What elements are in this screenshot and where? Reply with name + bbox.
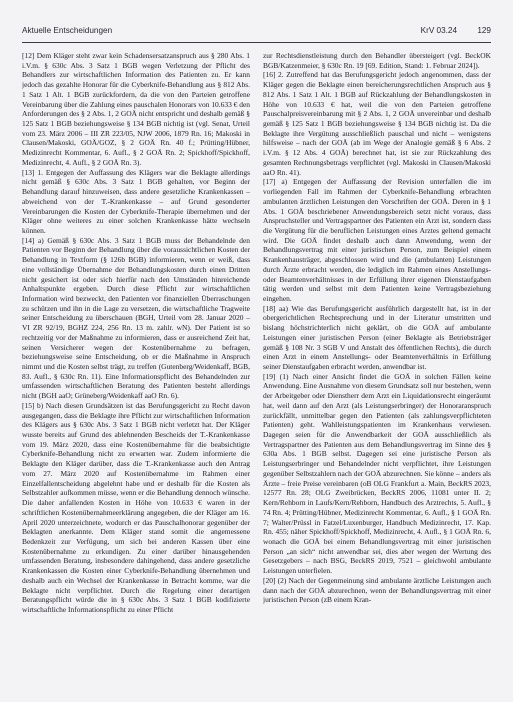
paragraph-19: [19] (1) Nach einer Ansicht findet die GOÄ in solchen Fällen keine Anwendung. Eine Ausnahme von diesem Grundsatz soll nur bestehen, wenn der Arbeitgeber oder Dienstherr dem Arzt ein Liquidationsrecht eingeräumt hat, weil dann auf den Arzt (als Leistungserbringer) der Honoraranspruch zurückfällt, unmittelbar gegen den Patienten (als zahlungsverpflichteten Patienten) geht. Wahlleistungspatienten im Krankenhaus verwiesen. Dagegen seien für die Anwendbarkeit der GOÄ ausschließlich als Vertragspartner des Patienten aus dem Behandlungsvertrag im Sinne des § 630a Abs. 1 BGB selbst. Dagegen sei eine juristische Person als Leistungserbringer und Behandelnder nicht verpflichtet, ihre Leistungen gegenüber Selbstzahlern nach der GOÄ abzurechnen. Sie könne – anders als Ärzte – freie Preise vereinbaren (oB OLG Frankfurt a. Main, BeckRS 2023, 12577 Rn. 28; OLG Zweibrücken, BeckRS 2006, 11081 unter II. 2; Kern/Rehborn in Laufs/Kern/Rehborn, Handbuch des Arztrechts, 5. Aufl., § 74 Rn. 4; Prütting/Hübner, Medizinrecht Kommentar, 6. Aufl., § 1 GOÄ Rn. 7; Walter/Prüssl in Fatzel/Luxenburger, Handbuch Medizinrecht, 17. Kap. Rn. 455; näher Spickhoff/Spickhoff, Medizinrecht, 4. Aufl., § 1 GOÄ Rn. 6, wonach die GOÄ bei einem Behandlungsvertrag mit einer juristischen Person „an sich“ nicht anwendbar sei, dies aber wegen der Wertung des Gesetzgebers – nach BSG, BeckRS 2019, 7521 – gleichwohl ambulante Leistungen unterfielen. [263,371,491,576]
paragraph-16: [16] 2. Zutreffend hat das Berufungsgericht jedoch angenommen, dass der Kläger gegen die Beklagte einen bereicherungsrechtlichen Anspruch aus § 812 Abs. 1 Satz 1 Alt. 1 BGB auf Rückzahlung der Behandlungskosten in Höhe von 10.633 € hat, weil die von den Parteien getroffene Pauschalpreisvereinbarung mit § 2 Abs. 1, 2 GOÄ unvereinbar und deshalb gemäß § 125 Satz 1 BGB beziehungsweise § 134 BGB nichtig ist. Da die Beklagte ihre Vergütung ausschließlich pauschal und nicht – wenigstens hilfsweise – nach der GOÄ (ab im Wege der Analogie gemäß § 6 Abs. 2 i.V.m. § 12 Abs. 4 GOÄ) berechnet hat, ist sie zur Rückzahlung des gesamten Rechnungsbetrags verpflichtet (vgl. Makoski in Clausen/Makoski aaO Rn. 41). [263,70,491,177]
section-title: Aktuelle Entscheidungen [22,26,113,35]
header-rule [22,42,491,43]
paragraph-18: [18] aa) Wie das Berufungsgericht ausführlich dargestellt hat, ist in der obergerichtlichen Rechtsprechung und in der Literatur umstritten und bislang höchstrichterlich nicht geklärt, ob die GOÄ auf ambulante Leistungen einer juristischen Person (einer Beklagte als Betriebsträger gemäß § 108 Nr. 3 SGB V und Anstalt des öffentlichen Rechts), die durch einen Arzt in einem Anstellungs- oder Beamtenverhältnis in Erfüllung seiner Dienstaufgaben erbracht werden, anwendbar ist. [263,303,491,371]
paragraph-20: [20] (2) Nach der Gegenmeinung sind ambulante ärztliche Leistungen auch dann nach der GOÄ abzurechnen, wenn der Behandlungsvertrag mit einer juristischen Person (zB einem Kran- [263,575,491,605]
left-column [22,51,250,696]
journal-issue: KrV 03.24 [420,26,458,35]
header-right [403,26,491,35]
text-columns [22,51,491,696]
page-number: 129 [477,26,491,35]
paragraph-15-continued: zur Rechtsdienstleistung durch den Behandler übersteigert (vgl. BeckOK BGB/Katzenmeier, § 630c Rn. 19 [69. Edition, Stand: 1. Februar 2024]). [263,51,491,70]
paragraph-15: [15] b) Nach diesen Grundsätzen ist das Berufungsgericht zu Recht davon ausgegangen, dass die Beklagte ihre Pflicht zur wirtschaftlichen Information des Klägers aus § 630c Abs. 3 Satz 1 BGB nicht verletzt hat. Der Kläger wusste bereits auf Grund des ablehnenden Bescheids der T.-Krankenkasse vom 19. März 2020, dass eine Kostenübernahme für die beabsichtigte Cyberknife-Behandlung nicht zu erwarten war. Zudem informierte die Beklagte den Kläger darüber, dass die T.-Krankenkasse auch den Antrag vom 27. März 2020 auf Kostenübernahme im Rahmen einer Einzelfallentscheidung abgelehnt habe und er deshalb für die Kosten als Selbstzahler aufkommen müsse, wenn er die Behandlung dennoch wünsche. Die daher anfallenden Kosten in Höhe von 10.633 € waren in der schriftlichen Kostenübernahmeerklärung angegeben, die der Kläger am 16. April 2020 unterzeichnete, wodurch er das Pauschalhonorar gegenüber der Beklagten anerkannte. Dem Kläger stand somit die angemessene Bedenkzeit zur Verfügung, um sich bei anderen Kassen über eine Kostenübernahme zu erkundigen. Zu einer darüber hinausgehenden umfassenden Beratung, insbesondere dahingehend, dass andere gesetzliche Krankenkassen die Kosten einer Cyberknife-Behandlung übernehmen und deshalb auch ein Wechsel der Krankenkasse in Betracht komme, war die Beklagte nicht verpflichtet. Durch die Regelung einer derartigen Beratungspflicht würde die in § 630c Abs. 3 Satz 1 BGB kodifizierte wirtschaftliche Informationspflicht zu einer Pflicht [22,400,250,614]
paragraph-17: [17] a) Entgegen der Auffassung der Revision unterfallen die im vorliegenden Fall im Rahmen der Cyberknife-Behandlung erbrachten ambulanten ärztlichen Leistungen den Vorschriften der GOÄ. Deren in § 1 Abs. 1 GOÄ beschriebener Anwendungsbereich setzt nicht voraus, dass Anspruchsteller und Vertragspartner des Patienten ein Arzt ist, sondern dass die Vergütung für die beruflichen Leistungen eines Arztes geltend gemacht wird. Die GOÄ findet deshalb auch dann Anwendung, wenn der Behandlungsvertrag mit einer juristischen Person, zum Beispiel einem Krankenhausträger, abgeschlossen wird und die (ambulanten) Leistungen durch Ärzte erbracht werden, die lediglich im Rahmen eines Anstellungs- oder Beamtenverhältnisses in der Erfüllung ihrer eigenen Dienstaufgaben tätig werden und selbst mit dem Patienten keine Vertragsbeziehung eingehen. [263,177,491,303]
paragraph-13: [13] 1. Entgegen der Auffassung des Klägers war die Beklagte allerdings nicht gemäß § 630c Abs. 3 Satz 1 BGB gehalten, vor Beginn der Behandlung darauf hinzuweisen, dass andere gesetzliche Krankenkassen – abweichend von der T.-Krankenkasse – auf Grund gesonderter Vereinbarungen die Kosten der Cyberknife-Therapie übernehmen und der Kläger ohne weiteres zu einer solchen Krankenkasse hätte wechseln können. [22,167,250,235]
paragraph-14: [14] a) Gemäß § 630c Abs. 3 Satz 1 BGB muss der Behandelnde den Patienten vor Beginn der Behandlung über die voraussichtlichen Kosten der Behandlung in Textform (§ 126b BGB) informieren, wenn er weiß, dass eine vollständige Übernahme der Behandlungskosten durch einen Dritten nicht gesichert ist oder sich hierfür nach den Umständen hinreichende Anhaltspunkte ergeben. Durch diese Pflicht zur wirtschaftlichen Information wird bezweckt, den Patienten vor finanziellen Überraschungen zu schützen und ihn in die Lage zu versetzen, die wirtschaftliche Tragweite seiner Entscheidung zu überschauen (BGH, Urteil vom 28. Januar 2020 – VI ZR 92/19, BGHZ 224, 256 Rn. 13 m. zahlr. wN). Der Patient ist so rechtzeitig vor der Maßnahme zu informieren, dass er ausreichend Zeit hat, seinen Versicherer wegen der Kostenübernahme zu befragen, beziehungsweise seine Entscheidung, ob er die Maßnahme in Anspruch nimmt und die Kosten selbst trägt, zu treffen (Gutenberg/Weidenkaff, BGB, 83. Aufl., § 630c Rn. 11). Eine Informationspflicht des Behandelnden zur umfassenden wirtschaftlichen Beratung des Patienten besteht allerdings nicht (BGH aaO; Grüneberg/Weidenkaff aaO Rn. 6). [22,235,250,401]
right-column [263,51,491,696]
paragraph-12: [12] Dem Kläger steht zwar kein Schadensersatzanspruch aus § 280 Abs. 1 i.V.m. § 630c Abs. 3 Satz 1 BGB wegen Verletzung der Pflicht des Behandlers zur wirtschaftlichen Information des Patienten zu. Er kann jedoch das gezahlte Honorar für die Cyberknife-Behandlung aus § 812 Abs. 1 Satz 1 Alt. 1 BGB zurückfordern, da die von den Parteien getroffene Vereinbarung über die Zahlung eines pauschalen Honorars von 10.633 € den Anforderungen des § 2 Abs. 1, 2 GOÄ nicht entspricht und deshalb gemäß § 125 Satz 1 BGB beziehungsweise § 134 BGB nichtig ist (vgl. Senat, Urteil vom 23. März 2006 – III ZR 223/05, NJW 2006, 1879 Rn. 16; Makoski in Clausen/Makoski, GOÄ/GOZ, § 2 GOÄ Rn. 40 f.; Prütting/Hübner, Medizinrecht Kommentar, 6. Aufl., § 2 GOÄ Rn. 2; Spickhoff/Spickhoff, Medizinrecht, 4. Aufl., § 2 GOÄ Rn. 3). [22,51,250,167]
running-header [22,26,491,40]
